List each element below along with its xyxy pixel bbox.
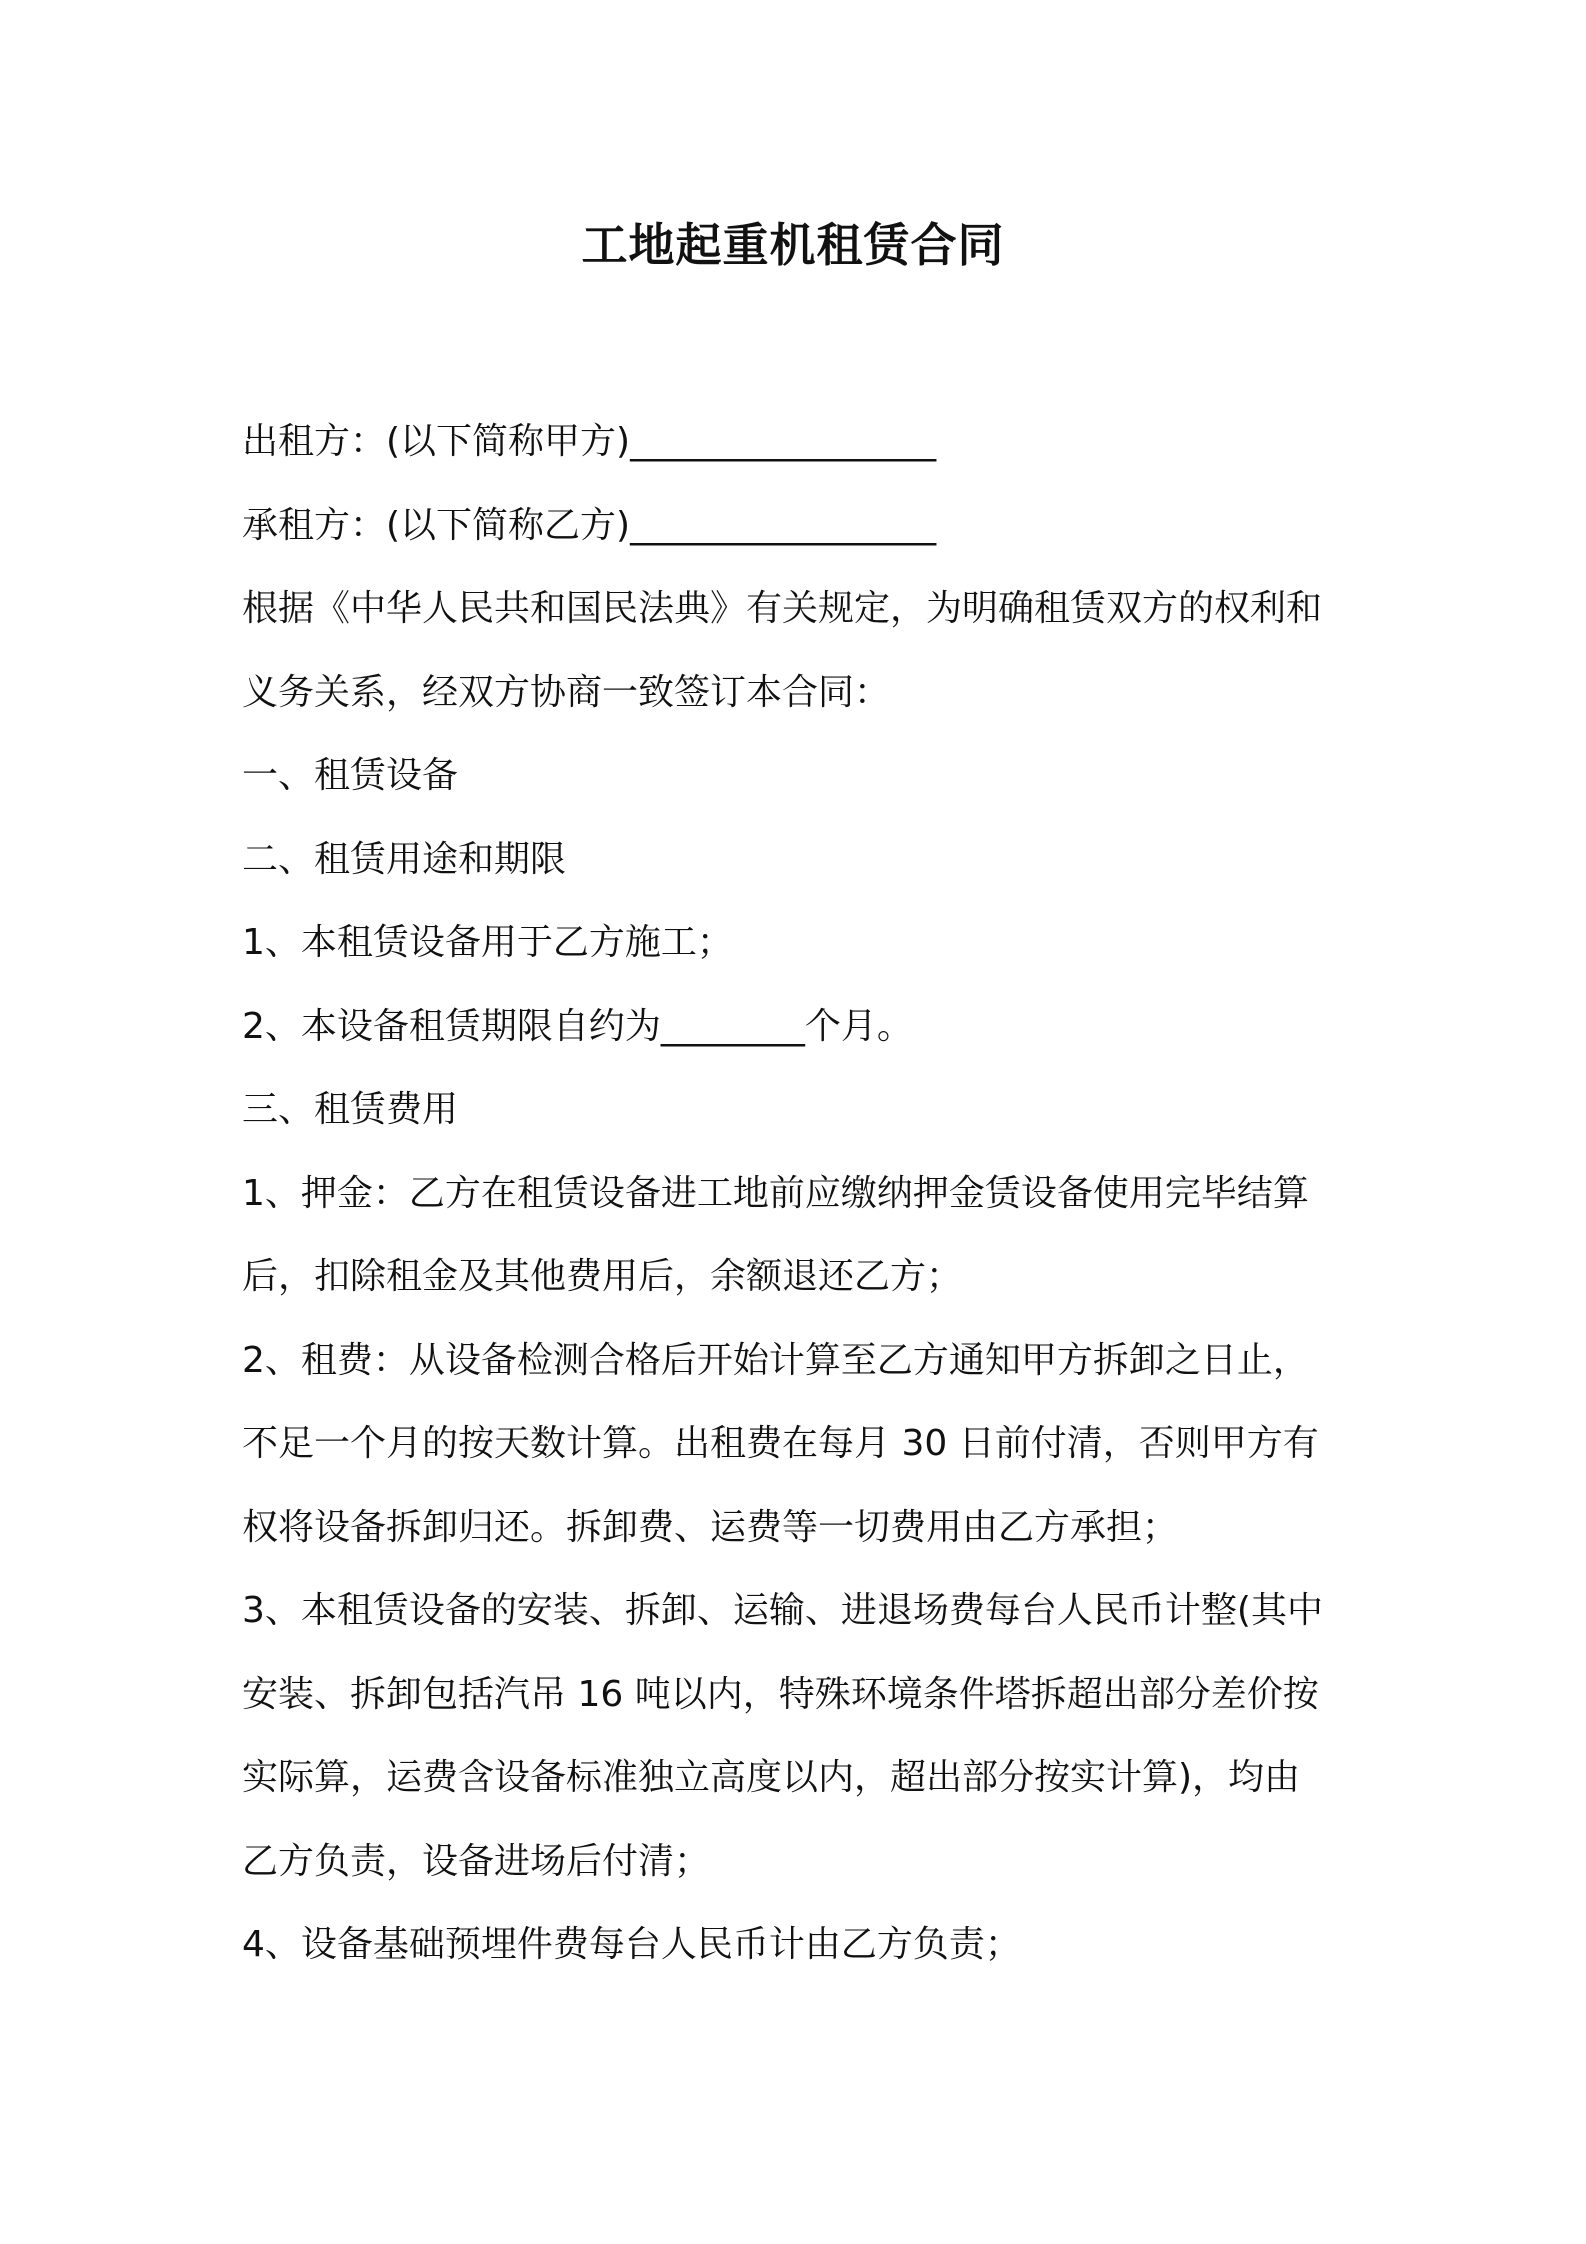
clause-2-1: 1、本租赁设备用于乙方施工；: [242, 922, 733, 963]
lessor-line: 出租方：(以下简称甲方)_________________: [242, 421, 937, 462]
section-heading-2: 二、租赁用途和期限: [242, 838, 567, 880]
clause-3-1-line-1: 1、押金：乙方在租赁设备进工地前应缴纳押金赁设备使用完毕结算: [242, 1172, 1309, 1214]
clause-3-3-line-4: 乙方负责，设备进场后付清；: [242, 1840, 711, 1882]
clause-3-2-line-1: 2、租费：从设备检测合格后开始计算至乙方通知甲方拆卸之日止，: [242, 1339, 1309, 1381]
section-heading-1: 一、租赁设备: [242, 755, 459, 796]
preamble-line-2: 义务关系，经双方协商一致签订本合同：: [242, 671, 891, 713]
preamble-line-1: 根据《中华人民共和国民法典》有关规定，为明确租赁双方的权利和: [242, 588, 1323, 629]
contract-body: [242, 400, 1362, 1987]
clause-3-3-line-3: 实际算，运费含设备标准独立高度以内，超出部分按实计算)，均由: [242, 1757, 1301, 1798]
clause-3-2-line-2: 不足一个月的按天数计算。出租费在每月 30 日前付清，否则甲方有: [242, 1423, 1319, 1464]
clause-2-2: 2、本设备租赁期限自约为________个月。: [242, 1005, 913, 1047]
section-heading-3: 三、租赁费用: [242, 1089, 459, 1130]
document-title: 工地起重机租赁合同: [581, 218, 1005, 272]
clause-3-2-line-3: 权将设备拆卸归还。拆卸费、运费等一切费用由乙方承担；: [242, 1506, 1179, 1548]
clause-3-4: 4、设备基础预埋件费每台人民币计由乙方负责；: [242, 1924, 1021, 1965]
clause-3-3-line-1: 3、本租赁设备的安装、拆卸、运输、进退场费每台人民币计整(其中: [242, 1590, 1323, 1631]
clause-3-3-line-2: 安装、拆卸包括汽吊 16 吨以内，特殊环境条件塔拆超出部分差价按: [242, 1673, 1319, 1715]
lessee-line: 承租方：(以下简称乙方)_________________: [242, 504, 937, 546]
clause-3-1-line-2: 后，扣除租金及其他费用后，余额退还乙方；: [242, 1256, 963, 1297]
